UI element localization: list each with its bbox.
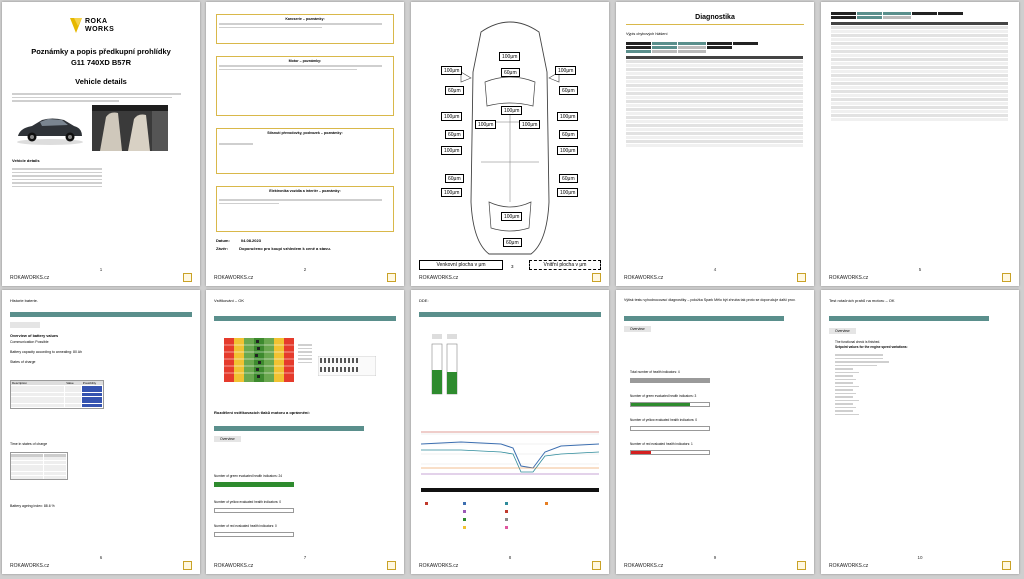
yellow-indicators-bar	[630, 426, 710, 431]
summary-value: Doporučeno pro koupi vzhledem k ceně a stavu.	[239, 246, 331, 251]
battery-title-bar	[10, 312, 192, 317]
yellow-indicators-bar	[214, 508, 294, 513]
footer-brand: ROKAWORKS.cz	[829, 275, 869, 281]
document-page-9[interactable]	[616, 290, 814, 574]
document-page-10[interactable]	[821, 290, 1019, 574]
green-indicators-bar	[214, 482, 294, 487]
measure-left-door-rear: 100μm	[441, 146, 462, 155]
measure-roof-front: 100μm	[499, 52, 520, 61]
fault-table-continued	[831, 12, 1009, 122]
measure-right-sill-front: 60μm	[559, 130, 578, 139]
dde-timeline-bar	[421, 488, 599, 492]
red-indicators-label: Number of red evaluated health indicators: 1	[630, 442, 693, 446]
vehicle-model: G11 740XD B57R	[70, 58, 132, 67]
measure-right-sill-rear: 60μm	[559, 174, 578, 183]
footer-brand: ROKAWORKS.cz	[829, 563, 869, 569]
engine-notes-heading: Motor – poznámky:	[288, 59, 322, 63]
footer-logo-icon	[797, 273, 806, 282]
gearbox-notes-box	[216, 128, 394, 174]
car-exterior-photo	[14, 108, 86, 148]
date-label: Datum:	[216, 238, 230, 243]
injector-bar-grid	[318, 356, 376, 376]
time-states-heading: Time in states of charge	[10, 442, 48, 446]
rotation-values	[835, 352, 895, 417]
total-indicators-label: Total number of health indicators: 4	[630, 370, 680, 374]
injection-heading: Vstřikování – OK	[214, 298, 245, 303]
footer-brand: ROKAWORKS.cz	[214, 563, 254, 569]
ageing-index: Battery ageing index: 88.6 %	[10, 504, 55, 508]
battery-line3: States of charge	[10, 360, 36, 364]
green-indicators-label: Number of green evaluated health indicators: 3	[630, 394, 697, 398]
measure-roof-right: 100μm	[519, 120, 540, 129]
summary-row	[216, 246, 331, 251]
states-table	[10, 380, 104, 409]
col-value: Value	[66, 381, 74, 385]
dde-title-bar	[419, 312, 601, 317]
legend-inner-surface: Vnitřní plocha v μm	[529, 260, 601, 270]
measure-left-door-front: 100μm	[441, 112, 462, 121]
vehicle-details-heading: Vehicle details	[12, 158, 40, 163]
document-page-8[interactable]	[411, 290, 609, 574]
measure-right-door-front: 100μm	[557, 112, 578, 121]
page-number: 7	[303, 555, 307, 560]
measure-left-sill-front: 60μm	[445, 130, 464, 139]
overview-tab: Overview	[829, 328, 856, 334]
measure-right-door-rear: 100μm	[557, 146, 578, 155]
summary-label: Závěr:	[216, 246, 229, 251]
red-indicators-bar	[630, 450, 710, 455]
date-row	[216, 238, 261, 243]
yellow-indicators-label: Number of yellow evaluated health indicators: 0	[630, 418, 697, 422]
page-number: 3	[511, 264, 514, 269]
electronics-notes-heading: Elektronika vozidla a interiér – poznámky:	[269, 189, 341, 193]
body-notes-box	[216, 14, 394, 44]
battery-line2: Battery capacity according to annealing: 80 Ah	[10, 350, 82, 354]
page-number: 4	[713, 267, 717, 272]
engine-notes-box	[216, 56, 394, 116]
yellow-indicators-label: Number of yellow evaluated health indicators: 0	[214, 500, 281, 504]
page-number: 6	[99, 555, 103, 560]
green-indicators-bar	[630, 402, 710, 407]
battery-heading: Historie baterie.	[10, 298, 39, 303]
measure-trunk: 100μm	[501, 212, 522, 221]
fault-list-subheading: Výpis chybových hlášení	[626, 32, 668, 36]
footer-logo-icon	[592, 561, 601, 570]
injection-title-bar	[214, 316, 396, 321]
footer-logo-icon	[797, 561, 806, 570]
measure-hood-center: 60μm	[501, 68, 520, 77]
logo-text: ROKA WORKS	[85, 18, 115, 33]
rotation-line1: The functional check is finished.	[835, 340, 881, 344]
footer-logo-icon	[1002, 273, 1011, 282]
rotation-title-bar	[829, 316, 989, 321]
footer-brand: ROKAWORKS.cz	[624, 275, 664, 281]
vehicle-spec-lines	[12, 91, 190, 104]
footer-brand: ROKAWORKS.cz	[419, 563, 459, 569]
gearbox-notes-heading: Stisnutí převodovky, podvozek – poznámky:	[267, 131, 343, 135]
body-notes-heading: Karoserie – poznámky:	[285, 17, 325, 21]
legend-outer-surface: Venkovní plocha v μm	[419, 260, 503, 270]
injection-title-bar-2	[214, 426, 364, 431]
page-number: 5	[918, 267, 922, 272]
diagnostics-heading: Diagnostika	[695, 14, 735, 21]
footer-brand: ROKAWORKS.cz	[624, 563, 664, 569]
footer-logo-icon	[387, 273, 396, 282]
dde-heading: DDE:	[419, 298, 429, 303]
document-page-6[interactable]	[2, 290, 200, 574]
measure-left-quarter: 100μm	[441, 188, 462, 197]
measure-left-fender: 100μm	[441, 66, 462, 75]
overview-tab: Overview	[624, 326, 651, 332]
col-possibility: Possibility	[82, 381, 97, 385]
page-number: 10	[917, 555, 923, 560]
car-interior-photo	[92, 105, 168, 151]
measure-right-quarter: 100μm	[557, 188, 578, 197]
fault-table	[626, 42, 804, 148]
footer-logo-icon	[592, 273, 601, 282]
footer-brand: ROKAWORKS.cz	[10, 563, 50, 569]
dde-legend	[425, 500, 595, 534]
spark-heading: Výtisk testu vyhodnocovací diagnostiky – položka Spark Mělo být zhruba tak proto se doporučuje další prov.	[624, 298, 796, 302]
battery-line1: Communication Possible	[10, 340, 49, 344]
footer-logo-icon	[183, 273, 192, 282]
vehicle-details-table	[12, 166, 102, 189]
date-value: 04.08.2023	[240, 238, 261, 243]
rotation-line2: Setpoint values for the engine speed variations:	[835, 345, 908, 349]
col-description: Description	[12, 381, 28, 385]
total-indicators-bar	[630, 378, 710, 383]
overview-tab	[10, 322, 40, 328]
dde-gauges	[431, 334, 461, 396]
document-page-1[interactable]	[2, 2, 200, 286]
measure-right-fender: 100μm	[555, 66, 576, 75]
overview-tab: Overview	[214, 436, 241, 442]
footer-brand: ROKAWORKS.cz	[214, 275, 254, 281]
document-page-7[interactable]	[206, 290, 404, 574]
document-page-3[interactable]	[411, 2, 609, 286]
measure-roof-left: 100μm	[475, 120, 496, 129]
battery-section: Overview of battery values	[10, 334, 59, 338]
measure-rear-bumper: 60μm	[503, 238, 522, 247]
measure-roof-center: 100μm	[501, 106, 522, 115]
footer-logo-icon	[183, 561, 192, 570]
measure-left-sill-rear: 60μm	[445, 174, 464, 183]
measure-left-mirror: 60μm	[445, 86, 464, 95]
document-page-4[interactable]	[616, 2, 814, 286]
page-number: 2	[303, 267, 307, 272]
red-indicators-bar	[214, 532, 294, 537]
measure-right-mirror: 60μm	[559, 86, 578, 95]
page-number: 8	[508, 555, 512, 560]
page-title: Poznámky a popis předkupní prohlídky	[31, 47, 171, 56]
red-indicators-label: Number of red evaluated health indicators: 0	[214, 524, 277, 528]
injector-heatmap	[224, 338, 294, 382]
electronics-notes-box	[216, 186, 394, 232]
injector-legend	[298, 342, 312, 365]
rotation-heading: Test rotačních prahů na motoru – OK	[829, 298, 895, 303]
footer-brand: ROKAWORKS.cz	[419, 275, 459, 281]
subtitle: Vehicle details	[75, 77, 127, 86]
rokaworks-logo	[68, 15, 128, 37]
spark-title-bar	[624, 316, 784, 321]
green-indicators-label: Number of green evaluated health indicators: 24	[214, 474, 283, 478]
footer-logo-icon	[387, 561, 396, 570]
heading-underline	[626, 24, 804, 25]
footer-logo-icon	[1002, 561, 1011, 570]
page-number: 9	[713, 555, 717, 560]
footer-brand: ROKAWORKS.cz	[10, 275, 50, 281]
time-states-table	[10, 452, 68, 480]
dde-line-chart	[421, 424, 599, 484]
page-number: 1	[99, 267, 103, 272]
document-page-2[interactable]	[206, 2, 404, 286]
injection-heading2: Rozdělení vstřikovacích tlaků motoru a oprávnění:	[214, 410, 310, 415]
document-page-5[interactable]	[821, 2, 1019, 286]
